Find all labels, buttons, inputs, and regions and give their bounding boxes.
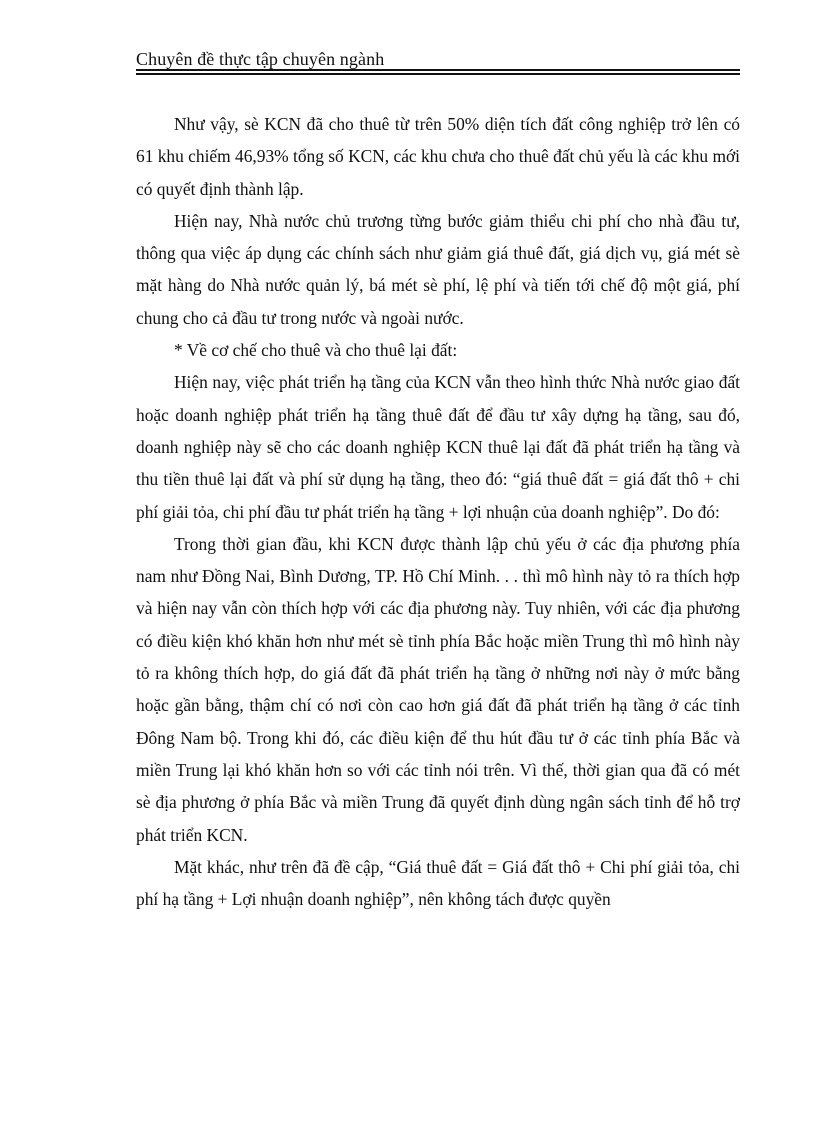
header-rule-bottom bbox=[136, 73, 740, 75]
paragraph-6: Mặt khác, như trên đã đề cập, “Giá thuê đất = Giá đất thô + Chi phí giải tỏa, chi phí hạ tầng + Lợi nhuận doanh nghiệp”, nên không tách được quyền bbox=[136, 856, 740, 910]
paragraph-1: Như vậy, sè KCN đã cho thuê từ trên 50% diện tích đất công nghiệp trở lên có 61 khu chiếm 46,93% tổng số KCN, các khu chưa cho thuê đất chủ yếu là các khu mới có quyết định thành lập. bbox=[136, 114, 740, 199]
paragraph-4: Hiện nay, việc phát triển hạ tầng của KCN vẫn theo hình thức Nhà nước giao đất hoặc doanh nghiệp phát triển hạ tầng thuê đất để đầu tư xây dựng hạ tầng, sau đó, doanh nghiệp này sẽ cho các doanh nghiệp KCN thuê lại đất đã phát triển hạ tầng và thu tiền thuê lại đất và phí sử dụng hạ tầng, theo đó: “giá thuê đất = giá đất thô + chi phí giải tỏa, chi phí đầu tư phát triển hạ tầng + lợi nhuận của doanh nghiệp”. Do đó: bbox=[136, 372, 740, 522]
paragraph-3-subheading: * Về cơ chế cho thuê và cho thuê lại đất: bbox=[174, 340, 458, 361]
paragraph-5: Trong thời gian đầu, khi KCN được thành lập chủ yếu ở các địa phương phía nam như Đồng Nai, Bình Dương, TP. Hồ Chí Minh. . . thì mô hình này tỏ ra thích hợp và hiện nay vẫn còn thích hợp với các địa phương này. Tuy nhiên, với các địa phương có điều kiện khó khăn hơn như mét sè tỉnh phía Bắc hoặc miền Trung thì mô hình này tỏ ra không thích hợp, do giá đất đã phát triển hạ tầng ở những nơi này ở mức bằng hoặc gần bằng, thậm chí có nơi còn cao hơn giá đất đã phát triển hạ tầng ở các tỉnh Đông Nam bộ. Trong khi đó, các điều kiện để thu hút đầu tư ở các tỉnh phía Bắc và miền Trung lại khó khăn hơn so với các tỉnh nói trên. Vì thế, thời gian qua đã có mét sè địa phương ở phía Bắc và miền Trung đã quyết định dùng ngân sách tỉnh để hỗ trợ phát triển KCN. bbox=[136, 533, 740, 845]
running-header-title: Chuyên đề thực tập chuyên ngành bbox=[136, 49, 385, 69]
body-text bbox=[136, 108, 740, 915]
paragraph-2: Hiện nay, Nhà nước chủ trương từng bước giảm thiểu chi phí cho nhà đầu tư, thông qua việc áp dụng các chính sách như giảm giá thuê đất, giá dịch vụ, giá mét sè mặt hàng do Nhà nước quản lý, bá mét sè phí, lệ phí và tiến tới chế độ một giá, phí chung cho cả đầu tư trong nước và ngoài nước. bbox=[136, 210, 740, 328]
header-rule-top bbox=[136, 69, 740, 71]
